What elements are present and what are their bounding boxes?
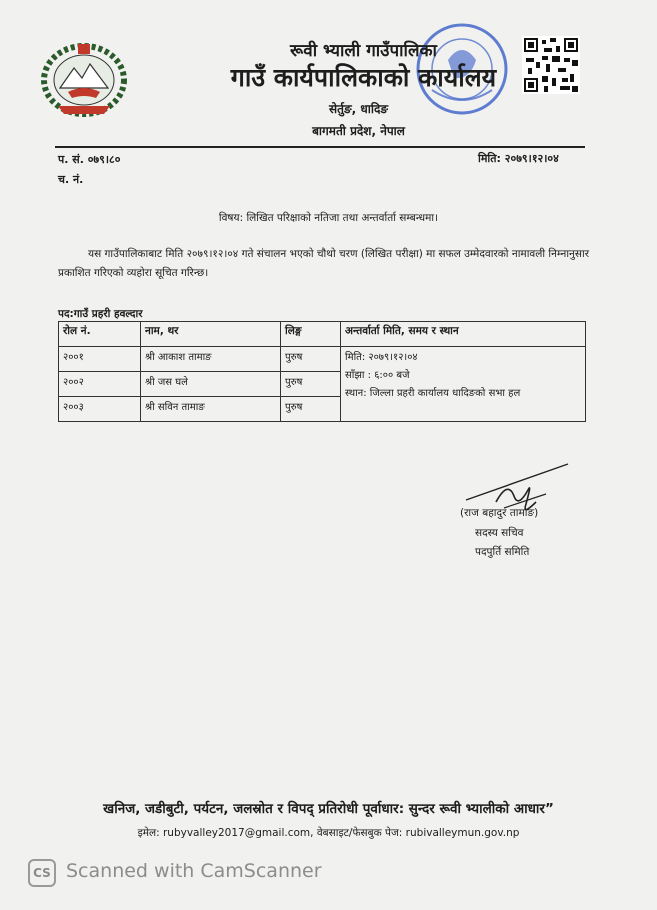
reference-number: प. सं. ०७९।८०: [58, 153, 121, 166]
letter-body: यस गाउँपालिकाबाट मिति २०७९।१२।०४ गते संचालन भएको चौथो चरण (लिखित परीक्षा) मा सफल उम्मेदवारको नामावली निम्नानुसार प्रकाशित गरिएको व्यहोरा सूचित गरिन्छ।: [58, 248, 589, 279]
roll-cell: २००३: [59, 397, 141, 422]
name-cell: श्री जस घले: [141, 372, 281, 397]
interview-place: स्थान: जिल्ला प्रहरी कार्यालय धादिङको सभा हल: [345, 388, 521, 399]
gender-cell: पुरुष: [281, 347, 341, 372]
gender-cell: पुरुष: [281, 397, 341, 422]
footer-slogan: खनिज, जडीबुटी, पर्यटन, जलस्रोत र विपद् प्रतिरोधी पूर्वाधार: सुन्दर रूवी भ्यालीको आधार”: [103, 801, 554, 817]
letter-date: मिति: २०७९।१२।०४: [478, 152, 559, 165]
gender-cell: पुरुष: [281, 372, 341, 397]
dispatch-number: च. नं.: [58, 173, 84, 186]
results-table: [58, 321, 586, 422]
camscanner-logo-icon: CS: [28, 859, 56, 887]
interview-date: मिति: २०७९।१२।०४: [345, 352, 418, 363]
header-divider: [55, 146, 585, 148]
roll-cell: २००२: [59, 372, 141, 397]
col-header-interview: अन्तर्वार्ता मिति, समय र स्थान: [341, 322, 586, 347]
table-row: [59, 347, 586, 372]
signatory-committee: पदपुर्ति समिति: [475, 546, 530, 558]
signatory-name: (राज बहादुर तामाङ): [460, 507, 539, 519]
municipality-name: रूवी भ्याली गाउँपालिका: [290, 41, 437, 61]
name-cell: श्री आकाश तामाङ: [141, 347, 281, 372]
table-header-row: [59, 322, 586, 347]
signatory-title: सदस्य सचिव: [475, 527, 524, 539]
scanner-watermark: Scanned with CamScanner: [66, 860, 322, 882]
col-header-gender: लिङ्ग: [281, 322, 341, 347]
name-cell: श्री सविन तामाङ: [141, 397, 281, 422]
col-header-roll: रोल नं.: [59, 322, 141, 347]
interview-cell: [341, 347, 586, 422]
post-title: पद:गाउँ प्रहरी हवल्दार: [58, 308, 143, 320]
office-title: गाउँ कार्यपालिकाको कार्यालय: [230, 63, 497, 92]
roll-cell: २००१: [59, 347, 141, 372]
letter-subject: विषय: लिखित परिक्षाको नतिजा तथा अन्तर्वार्ता सम्बन्धमा।: [218, 212, 439, 224]
interview-time: साँझा : ६:०० बजे: [345, 370, 410, 381]
footer-contact: इमेल: rubyvalley2017@gmail.com, वेबसाइट/फेसबुक पेज: rubivalleymun.gov.np: [137, 827, 520, 839]
address-line-2: बागमती प्रदेश, नेपाल: [312, 124, 405, 138]
col-header-name: नाम, थर: [141, 322, 281, 347]
address-line-1: सेर्तुङ, धादिङ: [329, 102, 388, 116]
